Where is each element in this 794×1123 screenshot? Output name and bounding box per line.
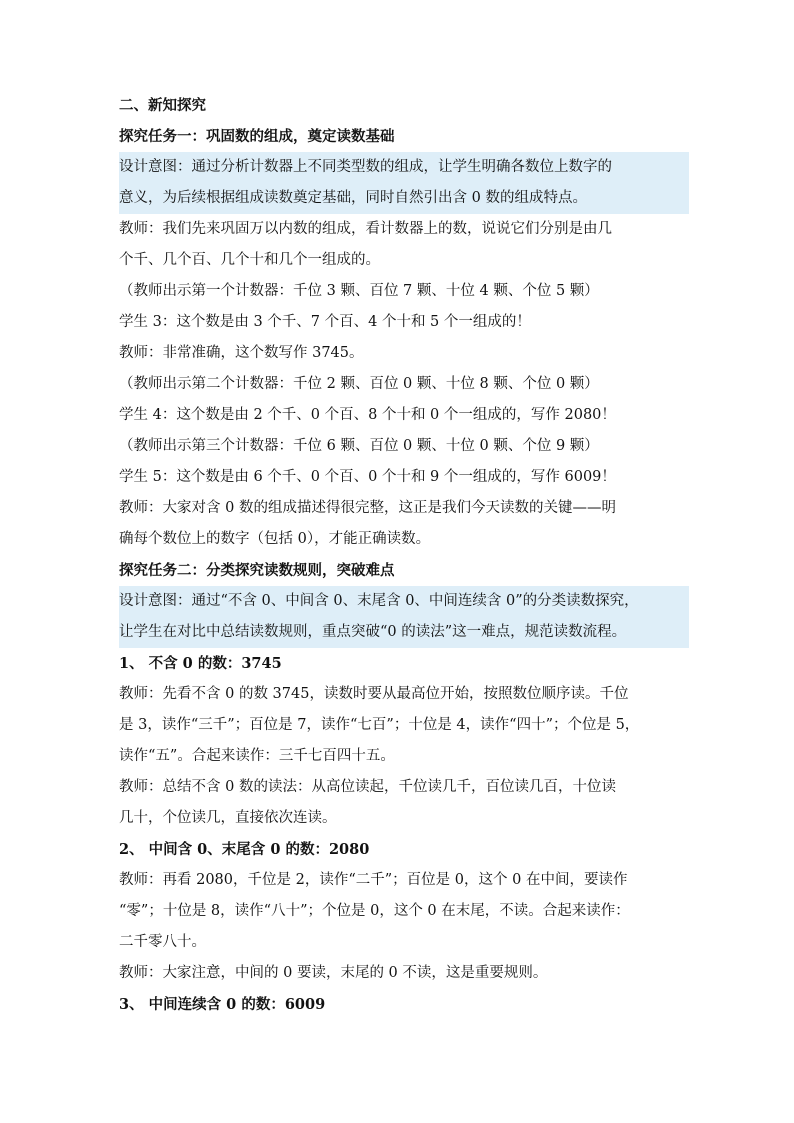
paragraph-line: 学生 3：这个数是由 3 个千、7 个百、4 个十和 5 个一组成的！	[119, 314, 531, 330]
subsection-title: 1、 不含 0 的数：3745	[119, 655, 282, 672]
task2-design-intent-line: 让学生在对比中总结读数规则，重点突破“0 的读法”这一难点，规范读数流程。	[119, 617, 689, 648]
document-content	[119, 90, 689, 1020]
paragraph-line: （教师出示第三个计数器：千位 6 颗、百位 0 颗、十位 0 颗、个位 9 颗）	[119, 438, 599, 454]
paragraph-line: 确每个数位上的数字（包括 0），才能正确读数。	[119, 531, 431, 547]
paragraph-line: 二千零八十。	[119, 934, 206, 950]
task1-title: 探究任务一：巩固数的组成，奠定读数基础	[119, 128, 395, 145]
paragraph-line: 教师：我们先来巩固万以内数的组成，看计数器上的数，说说它们分别是由几	[119, 221, 612, 237]
paragraph-line: “零”；十位是 8，读作“八十”；个位是 0，这个 0 在末尾，不读。合起来读作：	[119, 903, 630, 919]
paragraph-line: 几十，个位读几，直接依次连读。	[119, 810, 337, 826]
paragraph-line: 教师：先看不含 0 的数 3745，读数时要从最高位开始，按照数位顺序读。千位	[119, 686, 629, 702]
paragraph-line: 教师：大家对含 0 数的组成描述得很完整，这正是我们今天读数的关键——明	[119, 500, 616, 516]
task2-design-intent-line: 设计意图：通过“不含 0、中间含 0、末尾含 0、中间连续含 0”的分类读数探究，	[119, 586, 689, 617]
paragraph-line: 教师：非常准确，这个数写作 3745。	[119, 345, 364, 361]
paragraph-line: 教师：再看 2080，千位是 2，读作“二千”；百位是 0，这个 0 在中间，要读作	[119, 872, 628, 888]
paragraph-line: （教师出示第一个计数器：千位 3 颗、百位 7 颗、十位 4 颗、个位 5 颗）	[119, 283, 599, 299]
task1-design-intent-line: 意义，为后续根据组成读数奠定基础，同时自然引出含 0 数的组成特点。	[119, 183, 689, 214]
paragraph-line: （教师出示第二个计数器：千位 2 颗、百位 0 颗、十位 8 颗、个位 0 颗）	[119, 376, 599, 392]
paragraph-line: 教师：总结不含 0 数的读法：从高位读起，千位读几千，百位读几百，十位读	[119, 779, 616, 795]
paragraph-line: 学生 4：这个数是由 2 个千、0 个百、8 个十和 0 个一组成的，写作 2080！	[119, 407, 616, 423]
paragraph-line: 个千、几个百、几个十和几个一组成的。	[119, 252, 380, 268]
subsection-title: 3、 中间连续含 0 的数：6009	[119, 996, 326, 1013]
paragraph-line: 读作“五”。合起来读作：三千七百四十五。	[119, 748, 395, 764]
task1-design-intent-line: 设计意图：通过分析计数器上不同类型数的组成，让学生明确各数位上数字的	[119, 152, 689, 183]
paragraph-line: 学生 5：这个数是由 6 个千、0 个百、0 个十和 9 个一组成的，写作 6009！	[119, 469, 616, 485]
task2-title: 探究任务二：分类探究读数规则，突破难点	[119, 562, 395, 579]
subsection-title: 2、 中间含 0、末尾含 0 的数：2080	[119, 841, 370, 858]
section-title: 二、新知探究	[119, 97, 206, 114]
paragraph-line: 教师：大家注意，中间的 0 要读，末尾的 0 不读，这是重要规则。	[119, 965, 548, 981]
paragraph-line: 是 3，读作“三千”；百位是 7，读作“七百”；十位是 4，读作“四十”；个位是 5，	[119, 717, 640, 733]
